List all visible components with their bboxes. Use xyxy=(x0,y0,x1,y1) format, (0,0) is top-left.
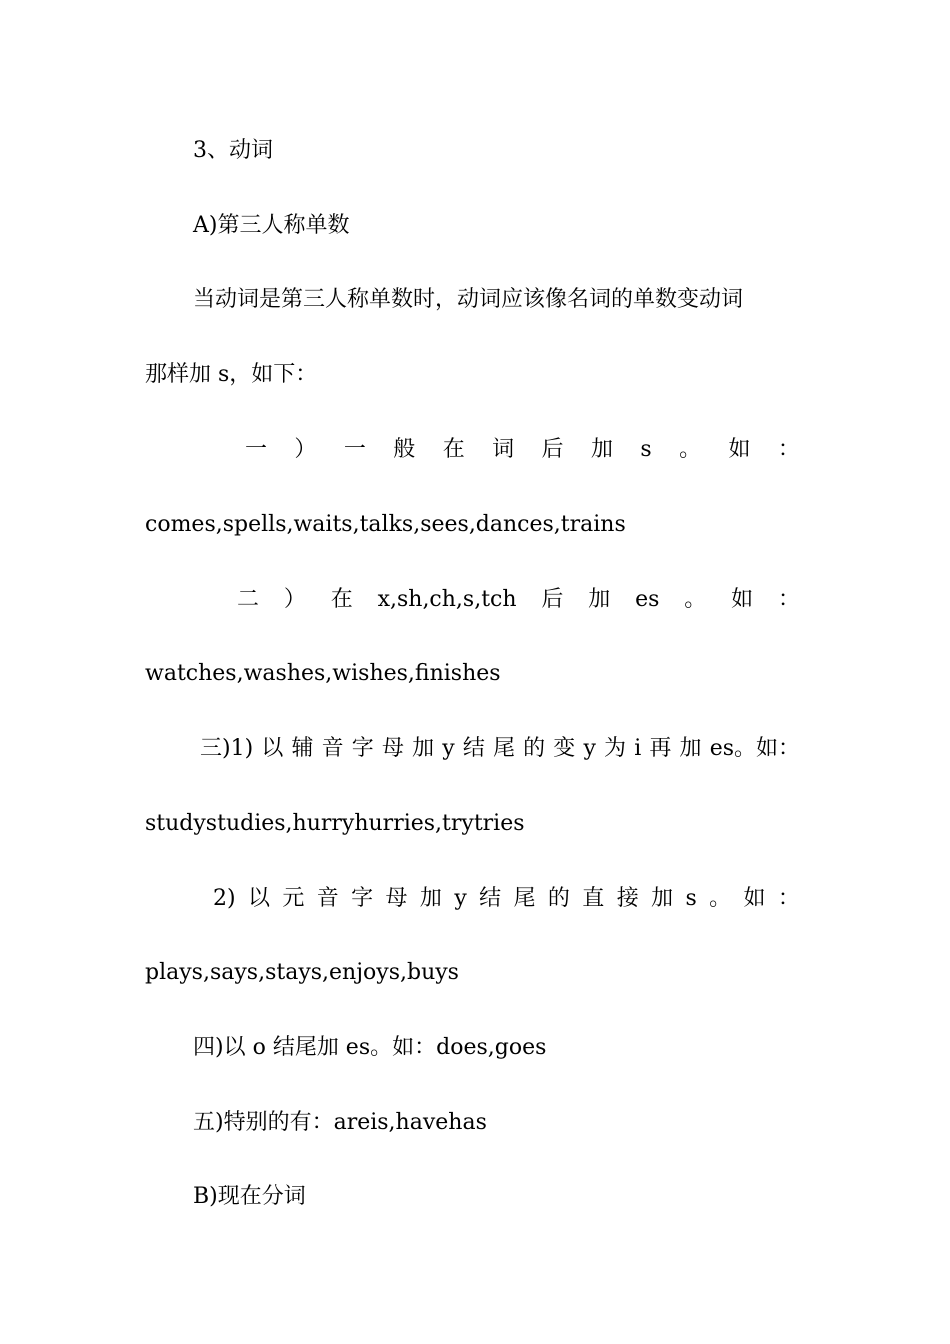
rule-3-2-token: ： xyxy=(777,886,800,911)
rule-1-token: 一 xyxy=(245,437,268,462)
rule-3-1-token: es。如： xyxy=(709,736,800,761)
rule-3-1-token: 三)1) xyxy=(200,736,254,761)
rule-3-1-token: 结 xyxy=(462,736,485,761)
rule-3-2-token: 2) xyxy=(213,886,236,911)
rule-3-1-token: 加 xyxy=(679,736,702,761)
rule-3-1-token: 辅 xyxy=(291,736,314,761)
rule-3-2-token: 母 xyxy=(385,886,408,911)
rule-3-1-token: y xyxy=(583,736,596,761)
rule-2-token: ： xyxy=(777,587,800,612)
rule-2-token: 加 xyxy=(588,587,611,612)
rule-3-2-token: 元 xyxy=(282,886,305,911)
rule-3-2-token: 结 xyxy=(479,886,502,911)
rule-2-token: 如 xyxy=(731,587,754,612)
subheading-present-participle: B)现在分词 xyxy=(193,1184,306,1209)
rule-3-1-token: 尾 xyxy=(492,736,515,761)
rule-3-1-token: 音 xyxy=(321,736,344,761)
rule-3-2-token: 音 xyxy=(316,886,339,911)
rule-3-2-token: 如 xyxy=(743,886,766,911)
rule-1-token: 词 xyxy=(492,437,515,462)
rule-4: 四)以 o 结尾加 es。如：does,goes xyxy=(193,1035,547,1060)
rule-3-2-token: s xyxy=(685,886,697,911)
rule-3-2-examples: plays,says,stays,enjoys,buys xyxy=(145,960,459,985)
rule-2-token: 在 xyxy=(330,587,353,612)
rule-3-2-token: 加 xyxy=(419,886,442,911)
rule-1-token: 一 xyxy=(343,437,366,462)
rule-1-token: 在 xyxy=(442,437,465,462)
rule-3-2-token: 直 xyxy=(582,886,605,911)
rule-3-2-token: 的 xyxy=(547,886,570,911)
rule-5: 五)特别的有：areis,havehas xyxy=(193,1110,487,1135)
rule-1-examples: comes,spells,waits,talks,sees,dances,trains xyxy=(145,512,626,537)
rule-3-1-token: 字 xyxy=(351,736,374,761)
rule-3-1-token: 的 xyxy=(523,736,546,761)
rule-3-2-token: 。 xyxy=(709,886,732,911)
rule-3-2-token: 加 xyxy=(651,886,674,911)
rule-1-heading xyxy=(245,435,800,465)
rule-3-1-token: i xyxy=(634,736,642,761)
rule-2-token: 后 xyxy=(541,587,564,612)
rule-1-token: 般 xyxy=(393,437,416,462)
rule-3-1-heading xyxy=(200,734,800,764)
rule-2-token: x,sh,ch,s,tch xyxy=(377,587,517,612)
rule-1-token: ） xyxy=(294,437,317,462)
rule-3-2-token: 字 xyxy=(351,886,374,911)
rule-2-examples: watches,washes,wishes,finishes xyxy=(145,661,501,686)
rule-3-1-token: 母 xyxy=(381,736,404,761)
rule-3-1-token: y xyxy=(442,736,455,761)
section-heading-verb: 3、动词 xyxy=(193,138,273,163)
rule-3-1-token: 变 xyxy=(553,736,576,761)
rule-2-heading xyxy=(237,585,800,615)
rule-1-token: 后 xyxy=(541,437,564,462)
rule-3-2-token: 尾 xyxy=(513,886,536,911)
rule-3-2-token: 以 xyxy=(247,886,270,911)
intro-paragraph-line-2: 那样加 s，如下： xyxy=(145,362,318,387)
rule-3-1-examples: studystudies,hurryhurries,trytries xyxy=(145,811,525,836)
rule-1-token: ： xyxy=(777,437,800,462)
rule-3-2-token: 接 xyxy=(616,886,639,911)
rule-3-1-token: 再 xyxy=(649,736,672,761)
rule-2-token: 。 xyxy=(684,587,707,612)
rule-2-token: 二 xyxy=(237,587,260,612)
rule-2-token: es xyxy=(635,587,660,612)
rule-1-token: 。 xyxy=(679,437,702,462)
rule-3-1-token: 以 xyxy=(261,736,284,761)
rule-3-1-token: 为 xyxy=(604,736,627,761)
rule-2-token: ） xyxy=(283,587,306,612)
intro-paragraph-line-1: 当动词是第三人称单数时，动词应该像名词的单数变动词 xyxy=(193,287,744,312)
rule-3-2-token: y xyxy=(454,886,467,911)
rule-3-2-heading xyxy=(213,884,800,914)
rule-3-1-token: 加 xyxy=(412,736,435,761)
rule-1-token: 加 xyxy=(590,437,613,462)
rule-1-token: s xyxy=(640,437,652,462)
subheading-third-person-singular: A)第三人称单数 xyxy=(193,213,350,238)
rule-1-token: 如 xyxy=(728,437,751,462)
